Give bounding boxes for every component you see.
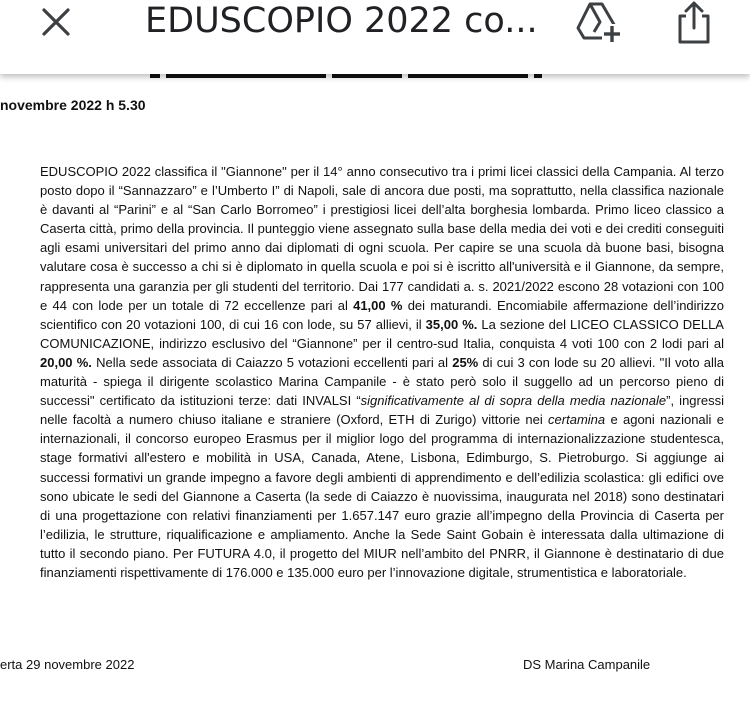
place-date: erta 29 novembre 2022 [0,657,135,672]
text-run: dei maturandi. Encomiabile affermazione dell’indirizzo scientifico con 20 votazioni 100, di cui 16 con lode, su 57 allievi, il [40,297,724,332]
share-icon [672,0,716,46]
add-to-drive-icon [574,0,624,44]
percent-highlight: 25% [452,354,479,370]
signature: DS Marina Campanile [523,657,651,672]
share-button[interactable] [672,0,716,46]
percent-highlight: 35,00 %. [425,316,478,332]
text-run: e agoni nazionali e internazionali, il concorso europeo Erasmus per il miglior logo del programma di internazionalizzazione studentesca, stage formativi all'estero e mobilità in USA, Canada, Atene, Lisbona, Edimburgo, S. Pietroburgo. Si aggiunge ai successi formativi un grande impegno a favore degli ambienti di apprendimento e dell’edilizia scolastica: gli edifici ove sono ubicate le sedi del Giannone a Caserta (la sede di Caiazzo è nuovissima, inaugurata nel 2018) sono destinatari di una progettazione con relativi finanziamenti per 1.657.147 euro grazie all’impegno della Provincia di Caserta per l’edilizia, le strutture, riqualificazione e ampliamento. Anche la Sede Saint Gobain è interessata dalla ultimazione di tutto il secondo piano. Per FUTURA 4.0, il progetto del MIUR nell’ambito del PNRR, il Giannone è destinatario di due finanziamenti rispettivamente di 176.000 e 135.000 euro per l’innovazione digitale, strumentistica e laboratoriale. [40,412,724,580]
italic-term: certamina [548,412,606,428]
text-run: Nella sede associata di Caiazzo 5 votazioni eccellenti pari al [91,354,453,370]
app-bar [0,0,750,74]
document-title: EDUSCOPIO 2022 co... [145,1,538,41]
close-icon [38,4,74,40]
italic-quote: significativamente al di sopra della media nazionale [360,393,667,409]
article-paragraph [40,162,724,582]
document-page [0,74,750,714]
text-run: ”, ingressi nelle facoltà a numero chiuso italiane e straniere (Oxford, ETH di Zurigo) vittorie nei [40,393,724,428]
add-to-drive-button[interactable] [574,0,624,44]
text-run: di cui 3 con lode su 20 allievi. "Il voto alla maturità - spiega il dirigente scolastico Marina Campanile - è stato però solo il suggello ad un percorso pieno di successi" certificato da istituzioni terze: dati INVALSI “ [40,354,724,409]
percent-highlight: 41,00 % [353,297,403,313]
text-run: EDUSCOPIO 2022 classifica il "Giannone" per il 14° anno consecutivo tra i primi licei classici della Campania. Al terzo posto dopo il “Sannazzaro” e l’Umberto I” di Napoli, sale di ancora due posti, ma soprattutto, nella classifica nazionale è davanti al “Parini” e al “San Carlo Borromeo” i prestigiosi licei dell’alta borghesia lombarda. Primo liceo classico a Caserta città, primo della provincia. Il punteggio viene assegnato sulla base della media dei voti e dei crediti conseguiti agli esami universitari del primo anno dai diplomati di ogni scuola. Per capire se una scuola dà buone basi, bisogna valutare cosa è successo a chi si è diplomato in quella scuola e poi si è iscritto all'università e il Giannone, da sempre, rappresenta una garanzia per gli studenti del territorio. Dai 177 candidati a. s. 2021/2022 escono 28 votazioni con 100 e 44 con lode per un totale di 72 eccellenze pari al [40,164,724,313]
date-heading: novembre 2022 h 5.30 [0,97,146,113]
close-button[interactable] [38,4,74,40]
percent-highlight: 20,00 %. [40,354,92,370]
text-run: La sezione del LICEO CLASSICO DELLA COMUNICAZIONE, indirizzo esclusivo del “Giannone” per il centro-sud Italia, conquista 4 voti 100 con 2 lodi pari al [40,316,724,351]
